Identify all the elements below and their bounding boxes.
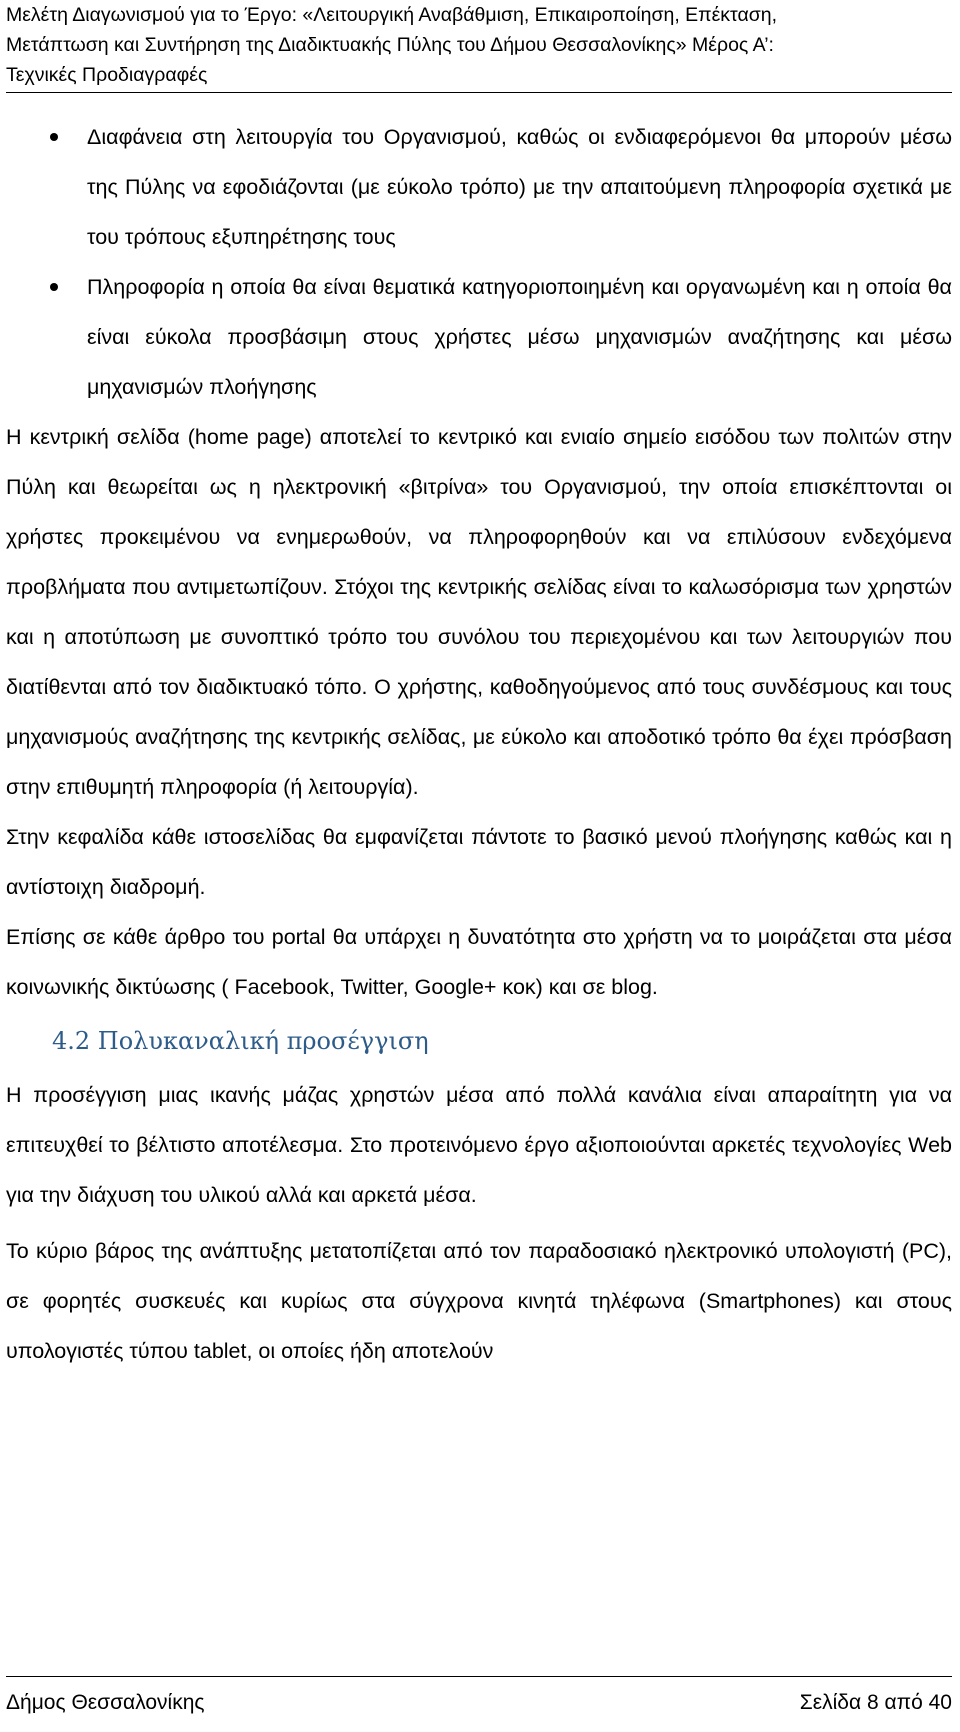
section-heading: 4.2 Πολυκαναλική προσέγγιση — [52, 1027, 429, 1055]
header-line-2: Μετάπτωση και Συντήρηση της Διαδικτυακής Πύλης του Δήμου Θεσσαλονίκης» Μέρος Α’: — [6, 34, 774, 56]
bullet-dot-icon — [50, 283, 58, 291]
header-line-3: Τεχνικές Προδιαγραφές — [6, 64, 208, 86]
paragraph-social-sharing: Επίσης σε κάθε άρθρο του portal θα υπάρχει η δυνατότητα στο χρήστη να το μοιράζεται στα μέσα κοινωνικής δικτύωσης ( Facebook, Twitter, Google+ κοκ) και σε blog. — [6, 925, 952, 999]
document-body — [6, 112, 952, 1376]
bullet-dot-icon — [50, 133, 58, 141]
paragraph-home-page: Η κεντρική σελίδα (home page) αποτελεί το κεντρικό και ενιαίο σημείο εισόδου των πολιτών στην Πύλη και θεωρείται ως η ηλεκτρονική «βιτρίνα» του Οργανισμού, την οποία επισκέπτονται οι χρήστες προκειμένου να ενημερωθούν, να πληροφορηθούν και να επιλύσουν ενδεχόμενα προβλήματα που αντιμετωπίζουν. Στόχοι της κεντρικής σελίδας είναι το καλωσόρισμα των χρηστών και η αποτύπωση με συνοπτικό τρόπο του συνόλου του περιεχομένου και των λειτουργιών που διατίθενται από τον διαδικτυακό τόπο. Ο χρήστης, καθοδηγούμενος από τους συνδέσμους και τους μηχανισμούς αναζήτησης της κεντρικής σελίδας, με εύκολο και αποδοτικό τρόπο θα έχει πρόσβαση στην επιθυμητή πληροφορία (ή λειτουργία). — [6, 425, 952, 799]
paragraph-multichannel: Η προσέγγιση μιας ικανής μάζας χρηστών μέσα από πολλά κανάλια είναι απαραίτητη για να επιτευχθεί το βέλτιστο αποτέλεσμα. Στο προτεινόμενο έργο αξιοποιούνται αρκετές τεχνολογίες Web για την διάχυση του υλικού αλλά και αρκετά μέσα. — [6, 1083, 952, 1207]
bullet-item — [6, 112, 952, 262]
paragraph-header-menu: Στην κεφαλίδα κάθε ιστοσελίδας θα εμφανίζεται πάντοτε το βασικό μενού πλοήγησης καθώς και η αντίστοιχη διαδρομή. — [6, 825, 952, 899]
bullet-text: Διαφάνεια στη λειτουργία του Οργανισμού, καθώς οι ενδιαφερόμενοι θα μπορούν μέσω της Πύλης να εφοδιάζονται (με εύκολο τρόπο) με την απαιτούμενη πληροφορία σχετικά με του τρόπους εξυπηρέτησης τους — [87, 125, 952, 249]
bullet-text: Πληροφορία η οποία θα είναι θεματικά κατηγοριοποιημένη και οργανωμένη και η οποία θα είναι εύκολα προσβάσιμη στους χρήστες μέσω μηχανισμών αναζήτησης και μέσω μηχανισμών πλοήγησης — [87, 275, 952, 399]
footer-page-number: Σελίδα 8 από 40 — [799, 1691, 952, 1714]
page-header — [6, 0, 952, 93]
bullet-list — [6, 112, 952, 412]
paragraph-mobile: Το κύριο βάρος της ανάπτυξης μετατοπίζεται από τον παραδοσιακό ηλεκτρονικό υπολογιστή (PC), σε φορητές συσκευές και κυρίως στα σύγχρονα κινητά τηλέφωνα (Smartphones) και στους υπολογιστές τύπου tablet, οι οποίες ήδη αποτελούν — [6, 1239, 952, 1363]
header-line-1: Μελέτη Διαγωνισμού για το Έργο: «Λειτουργική Αναβάθμιση, Επικαιροποίηση, Επέκταση, — [6, 4, 778, 26]
footer-organization: Δήμος Θεσσαλονίκης — [6, 1691, 205, 1714]
bullet-item — [6, 262, 952, 412]
page-footer — [6, 1676, 952, 1717]
